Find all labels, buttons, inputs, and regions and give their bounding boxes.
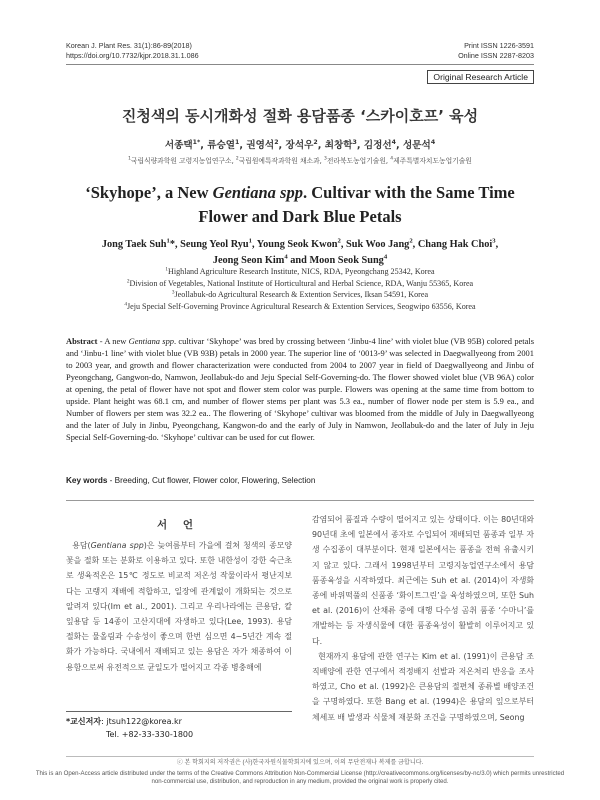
body-right-column <box>312 512 534 752</box>
section-heading-introduction: 서 언 <box>157 519 199 531</box>
keywords-label: Key words <box>66 476 108 485</box>
paragraph: 용담(Gentiana spp)은 늦여름부터 가을에 걸쳐 청색의 종모양 꽃을 절화 또는 분화로 이용하고 있다. 또한 내한성이 강한 숙근초로 생육적온은 15℃ 정도로 비교적 저온성 작물이라서 평난지보다는 고랭지 재배에 적합하고, 일장에 관계없이 개화되는 것으로 알려져 있다(Im et al., 2001). 그리고 우리나라에는 큰용담, 칼잎용담 등 14종이 고산지대에 자생하고 있다(Lee, 1993). 용담 절화는 물올림과 수송성이 좋으며 한번 심으면 4~5년간 계속 절화가 가능하다. 국내에서 재배되고 있는 용담은 자가 채종하여 이용함으로써 유전적으로 균일도가 떨어지고 각종 병충해에 <box>66 541 292 672</box>
body-left-column <box>66 538 292 708</box>
korean-author: 류승열$^1$ <box>207 138 240 151</box>
abstract-label: Abstract <box>66 336 98 346</box>
journal-header-right <box>458 41 534 61</box>
correspondence-label: *교신저자 <box>66 717 102 726</box>
print-issn: Print ISSN 1226-3591 <box>464 41 534 50</box>
journal-header-left <box>66 41 199 61</box>
header-divider <box>66 64 534 65</box>
korean-title: 진청색의 동시개화성 절화 용담품종 ‘스카이호프’ 육성 <box>121 107 479 125</box>
korean-author: 서종택$^{1*}$ <box>164 138 201 151</box>
correspondence-email[interactable]: : jtsuh122@korea.kr <box>101 717 182 726</box>
journal-citation: Korean J. Plant Res. 31(1):86-89(2018) <box>66 41 192 50</box>
korean-author: 성문석$^4$ <box>403 138 436 151</box>
paragraph: 감염되어 품질과 수량이 떨어지고 있는 상태이다. 이는 80년대와 90년대 초에 일본에서 종자로 수입되어 재배되던 품종과 일부 자생 수집종이 대부분이다. 현재 일본에서는 품종을 전혀 유출시키지 않고 있다. 그래서 1998년부터 고령지농업연구소에서 용담 품종육성을 시작하였다. 최근에는 Suh et al. (2014)이 자생화종에 바위떡풀의 신품종 ‘화이트그린’을 육성하였으며, 또한 Suh et al. (2016)이 산채류 중에 대행 다수성 곰취 품종 ‘수마니’를 개발하는 등 자생식물에 대한 품종육성이 활발히 이루어지고 있다. <box>312 515 534 646</box>
affiliation-3: $^3$Jeollabuk-do Agricultural Research & Extention Services, Iksan 54591, Korea <box>171 289 429 300</box>
abstract: Abstract - A new Gentiana spp. cultivar ‘Skyhope’ was bred by crossing between ‘Jinbu-4 line’ with violet blue (VB 95B) colored petals and ‘Jinbu-1 line’ with violet blue (VB 93B) petals in 2000 year. The superior line of ‘0013-9’ was selected in Daegwallyeong from 2001 to 2003 year, and growth and flower characterization were conducted from 2004 to 2007 year in field of Daegwallyeong and Jinbu of Pyeongchang, Gangwon-do, Namwon, Jeollabuk-do and Jeju Special Self-Governing-do. The flower showed violet blue (VB 96A) color at opening, the petal of flower have not spot and flower stem color was purple. Flowers was opening at the same time from bottom to upside. Plant height was 68.1 cm, and number of flower stems per plant was 5.3 ea., number of flower node per stem is 5.9 ea., and Number of flowers per stem was 32.2 ea.. The flowering of ‘Skyhope’ cultivar was bloomed from the middle of July in Daegwallyeong and the later of July in Jinbu, Pyeongchang, Kangwon-do and the early of July in Namwon, Jeollabuk-do and the later of July in Jeju Special Self-Governing-do. ‘Skyhope’ cultivar can be used for cut flower. <box>66 336 534 442</box>
korean-author: 김정선$^4$ <box>363 138 397 151</box>
korean-author: 권영석$^2$ <box>246 138 279 151</box>
copyright-notice: ⓒ 본 학회지의 저작권은 (사)한국자원식물학회지에 있으며, 이의 무단전재나 복제를 금합니다. <box>176 759 424 766</box>
korean-affiliations: $^1$국립식량과학원 고령지농업연구소, $^2$국립원예특작과학원 채소과, $^3$전라북도농업기술원, $^4$제주특별자치도농업기술원 <box>128 156 472 165</box>
online-issn: Online ISSN 2287-8203 <box>458 51 534 60</box>
korean-author: 장석우$^2$ <box>285 138 318 151</box>
english-affiliations <box>80 266 520 312</box>
keywords: Key words - Breeding, Cut flower, Flower color, Flowering, Selection <box>66 476 316 485</box>
korean-author: 최창학$^3$ <box>324 138 357 151</box>
english-authors: Jong Taek Suh$^1$*, Seung Yeol Ryu$^1$, Young Seok Kwon$^2$, Suk Woo Jang$^2$, Chang Hak Choi$^3$, Jeong Seon Kim$^4$ and Moon Seok Sung$^4$ <box>101 237 499 266</box>
section-divider <box>66 500 534 501</box>
affiliation-4: $^4$Jeju Special Self-Governing Province Agricultural Research & Extention Services, Seogwipo 63556, Korea <box>124 301 476 311</box>
footer-divider <box>66 756 534 757</box>
article-type-badge: Original Research Article <box>427 70 534 84</box>
correspondence-note <box>66 711 292 741</box>
affiliation-2: $^2$Division of Vegetables, National Institute of Horticultural and Herbal Science, RDA, Wanju 55365, Korea <box>126 277 474 288</box>
doi-link[interactable]: https://doi.org/10.7732/kjpr.2018.31.1.086 <box>66 51 199 60</box>
affiliation-1: $^1$Highland Agriculture Research Institute, NICS, RDA, Pyeongchang 25342, Korea <box>165 266 435 276</box>
english-title: ‘Skyhope’, a New Gentiana spp. Cultivar with the Same Time Flower and Dark Blue Petals <box>85 183 515 226</box>
license-notice: This is an Open-Access article distributed under the terms of the Creative Commons Attribution Non-Commercial License (http://creativecommons.org/licenses/by-nc/3.0) which permits unrestricted non-commercial use, distribution, and reproduction in any medium, provided the original work is properly cited. <box>35 770 565 785</box>
correspondence-tel: Tel. +82-33-330-1800 <box>106 730 194 739</box>
paragraph: 현재까지 용담에 관한 연구는 Kim et al. (1991)이 큰용담 조직배양에 관한 연구에서 적정배지 선발과 저온처리 반응을 조사하였고, Cho et al. (1992)은 큰용담의 절편체 종류별 배양조건을 구명하였다. 또한 Bang et al. (1994)은 용담의 잎으로부터 체세포 배 발생과 식물체 재분화 조건을 구명하였으며, Seong <box>312 651 534 722</box>
korean-authors: 서종택$^{1*}$, 류승열$^1$, 권영석$^2$, 장석우$^2$, 최창학$^3$, 김정선$^4$, 성문석$^4$ <box>164 138 436 151</box>
